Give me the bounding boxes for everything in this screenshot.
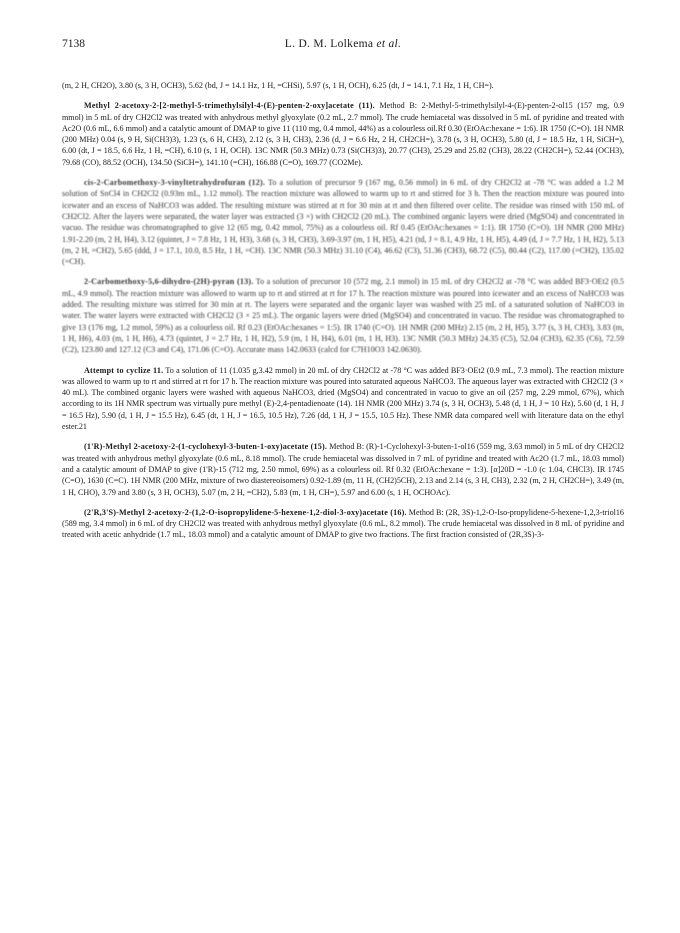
- paragraph-continuation: [62, 80, 624, 91]
- paragraph-compound-13: [62, 276, 624, 355]
- paragraph-compound-11: [62, 100, 624, 168]
- page-number: 7138: [62, 38, 85, 50]
- compound-heading: 2-Carbomethoxy-5,6-dihydro-(2H)-pyran (13).: [84, 277, 254, 287]
- running-head-et-al: et al.: [376, 38, 402, 50]
- paragraph-compound-12: [62, 177, 624, 267]
- paragraph-cyclize-11: [62, 365, 624, 433]
- running-head-authors: L. D. M. Lolkema: [284, 38, 374, 50]
- paragraph-compound-15: [62, 441, 624, 497]
- compound-heading: Methyl 2-acetoxy-2-[2-methyl-5-trimethylsilyl-4-(E)-penten-2-oxy]acetate (11).: [84, 101, 375, 111]
- paragraph-text: Method B: (2R, 3S)-1,2-O-Iso-propylidene-5-hexene-1,2,3-triol16 (589 mg, 3.4 mmol) in 6 mL of dry CH2Cl2 was treated with anhydrous methyl glyoxylate (0.6 mL, 8.2 mmol). The crude hemiacetal was dissolved in 8 mL of pyridine and treated with acetic anhydride (1.7 mL, 18.03 mmol) and a catalytic amount of DMAP to give two fractions. The first fraction consisted of (2R,3S)-3-: [62, 507, 624, 540]
- compound-heading: (2'R,3'S)-Methyl 2-acetoxy-2-(1,2-O-isopropylidene-5-hexene-1,2-diol-3-oxy)acetate (16).: [84, 507, 407, 517]
- compound-heading: (1'R)-Methyl 2-acetoxy-2-(1-cyclohexyl-3-buten-1-oxy)acetate (15).: [84, 442, 328, 452]
- article-body: [62, 80, 624, 541]
- paragraph-compound-16: [62, 507, 624, 541]
- paragraph-text: To a solution of 11 (1.035 g,3.42 mmol) in 20 mL of dry CH2Cl2 at -78 °C was added BF3·OEt2 (0.9 mL, 7.3 mmol). The reaction mixture was allowed to warm up to rt and stirred at rt for 17 h. The reaction mixture was poured into saturated aqueous NaHCO3. The aqueous layer was extracted with CH2Cl2 (3 × 40 mL). The combined organic layers were washed with aqueous NaHCO3, dried (MgSO4) and concentrated in vacuo to give an oil (257 mg, 2.29 mmol, 67%), which according to its 1H NMR spectrum was virtually pure methyl (E)-2,4-pentadienoate (14). 1H NMR (200 MHz) 3.74 (s, 3 H, OCH3), 5.48 (d, 1 H, J = 10 Hz), 5.60 (d, 1 H, J = 16.5 Hz), 5.90 (d, 1 H, J = 15.5 Hz), 6.45 (dt, 1 H, J = 16.5, 10.5 Hz), 7.26 (dd, 1 H, J = 15.5, 10.5 Hz). These NMR data compared well with literature data on the ethyl ester.21: [62, 365, 624, 432]
- running-head: [62, 38, 624, 50]
- compound-heading: Attempt to cyclize 11.: [84, 365, 164, 375]
- paragraph-text: To a solution of precursor 9 (167 mg, 0.56 mmol) in 6 mL of dry CH2Cl2 at -78 °C was added a 1.2 M solution of SnCl4 in CH2Cl2 (0.93m mL, 1.12 mmol). The reaction mixture was allowed to warm up to rt and stirred for 3 h. Then the reaction mixture was poured into icewater and an excess of NaHCO3 was added. The resulting mixture was stirred at rt for 30 min at rt and then filtered over celite. The residue was rinsed with 150 mL of CH2Cl2. After the layers were separated, the water layer was extracted (3 ×) with CH2Cl2 (20 mL). The combined organic layers were dried (MgSO4) and concentrated in vacuo. The residue was chromatographed to give 12 (65 mg, 0.42 mmol, 75%) as a colourless oil. Rf 0.45 (EtOAc:hexanes = 1:1). IR 1750 (C=O). 1H NMR (200 MHz) 1.91-2.20 (m, 2 H, H4), 3.12 (quintet, J = 7.8 Hz, 1 H, H3), 3.68 (s, 3 H, CH3), 3.69-3.97 (m, 1 H, H5), 4.21 (td, J = 8.1, 4.9 Hz, 1 H, H5), 4.49 (d, J = 7.7 Hz, 1 H, H2), 5.13 (m, 2 H, =CH2), 5.65 (ddd, J = 17.1, 10.0, 8.5 Hz, 1 H, =CH). 13C NMR (50.3 MHz) 31.10 (C4), 46.62 (C3), 51.36 (CH3), 68.72 (C5), 80.44 (C2), 117.00 (=CH2), 135.02 (=CH).: [62, 178, 624, 267]
- paragraph-text: Method B: (R)-1-Cyclohexyl-3-buten-1-ol16 (559 mg, 3.63 mmol) in 5 mL of dry CH2Cl2 was treated with anhydrous methyl glyoxylate (0.6 mL, 8.18 mmol). The crude hemiacetal was dissolved in 7 mL of pyridine and treated with Ac2O (1.7 mL, 18.03 mmol) and a catalytic amount of DMAP to give (1'R)-15 (712 mg, 2.50 mmol, 69%) as a colourless oil. Rf 0.32 (EtOAc:hexane = 1:3). [α]20D = -1.0 (c 1.04, CHCl3). IR 1745 (C=O), 1630 (C=C). 1H NMR (200 MHz, mixture of two diastereoisomers) 0.92-1.89 (m, 11 H, (CH2)5CH), 2.13 and 2.14 (s, 3 H, CH3), 2.32 (m, 2 H, CH2CH=), 3.49 (m, 1 H, CHO), 3.79 and 3.80 (s, 3 H, OCH3), 5.07 (m, 2 H, =CH2), 5.83 (m, 1 H, CH=), 5.97 and 6.00 (s, 1 H, OCHOAc).: [62, 442, 625, 497]
- paragraph-text: Method B: 2-Methyl-5-trimethylsilyl-4-(E)-penten-2-ol15 (157 mg, 0.9 mmol) in 5 mL of dry CH2Cl2 was treated with anhydrous methyl glyoxylate (0.2 mL, 2.7 mmol). The crude hemiacetal was dissolved in 5 mL of pyridine and treated with Ac2O (0.6 mL, 6.6 mmol) and a catalytic amount of DMAP to give 11 (110 mg, 0.4 mmol, 44%) as a colourless oil.Rf 0.30 (EtOAc:hexane = 1:6). IR 1750 (C=O). 1H NMR (200 MHz) 0.04 (s, 9 H, Si(CH3)3), 1.23 (s, 6 H, CH3), 2.12 (s, 3 H, CH3), 2.36 (d, J = 6.6 Hz, 2 H, CH2CH=), 3.78 (s, 3 H, OCH3), 5.80 (d, J = 18.5 Hz, 1 H, SiCH=), 6.00 (dt, J = 18.5, 6.6 Hz, 1 H, =CH), 6.10 (s, 1 H, OCH). 13C NMR (50.3 MHz) 0.73 (Si(CH3)3), 20.77 (CH3), 25.29 and 25.82 (CH3), 28.22 (CH2CH=), 52.44 (OCH3), 79.68 (CO), 88.52 (OCH), 134.50 (SiCH=), 141.10 (=CH), 166.88 (C=O), 169.77 (CO2Me).: [62, 101, 624, 167]
- paragraph-text: To a solution of precursor 10 (572 mg, 2.1 mmol) in 15 mL of dry CH2Cl2 at -78 °C was added BF3·OEt2 (0.5 mL, 4.9 mmol). The reaction mixture was allowed to warm up to rt and stirred at rt for 17 h. The reaction mixture was poured into icewater and an excess of NaHCO3 was added. The resulting mixture was stirred for 30 min at rt. The layers were separated and the organic layer was washed with 25 mL of a saturated solution of NaHCO3 in water. The water layers were extracted with CH2Cl2 (3 × 25 mL). The organic layers were dried (MgSO4) and concentrated in vacuo. The residue was chromatographed to give 13 (176 mg, 1.2 mmol, 59%) as a colourless oil. Rf 0.23 (EtOAc:hexanes = 1:5). IR 1740 (C=O). 1H NMR (200 MHz) 2.15 (m, 2 H, H5), 3.77 (s, 3 H, CH3), 3.83 (m, 1 H, H6), 4.03 (m, 1 H, H6), 4.73 (quintet, J = 2.7 Hz, 1 H, H2), 5.9 (m, 1 H, H4), 6.01 (m, 1 H, H3). 13C NMR (50.3 MHz) 24.35 (C5), 52.04 (CH3), 62.35 (C6), 72.59 (C2), 123.80 and 127.12 (C3 and C4), 171.06 (C=O). Accurate mass 142.0633 (calcd for C7H10O3 142.0630).: [62, 277, 624, 355]
- paragraph-text: (m, 2 H, CH2O), 3.80 (s, 3 H, OCH3), 5.62 (bd, J = 14.1 Hz, 1 H, =CHSi), 5.97 (s, 1 H, OCH), 6.25 (dt, J = 14.1, 7.1 Hz, 1 H, CH=).: [62, 81, 494, 90]
- page-header: [62, 38, 624, 56]
- compound-heading: cis-2-Carbomethoxy-3-vinyltetrahydrofuran (12).: [84, 178, 266, 188]
